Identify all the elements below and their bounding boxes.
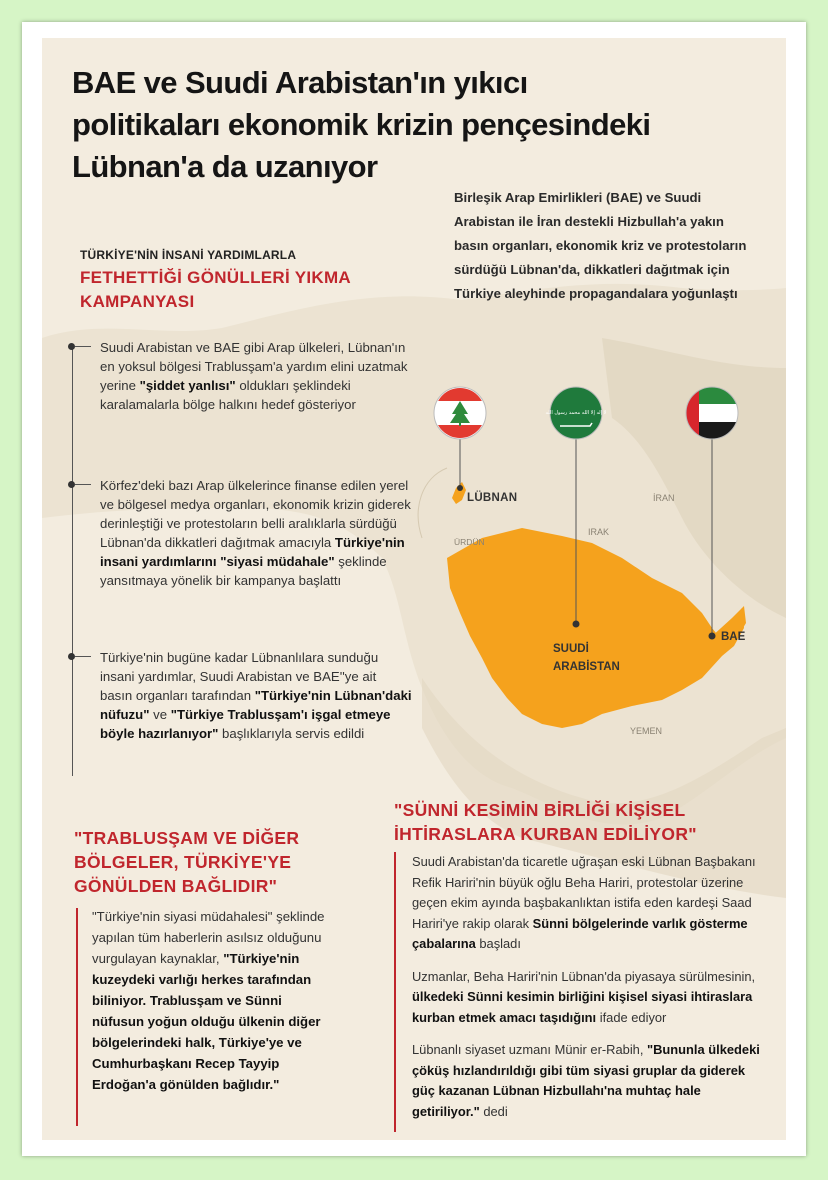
saudi-pin-dot (573, 621, 580, 628)
map-label-lebanon: LÜBNAN (467, 492, 518, 504)
map-label-iran: İRAN (653, 493, 675, 503)
section2-text: "Türkiye'nin siyasi müdahalesi" şeklinde yapılan tüm haberlerin asılsız olduğunu vurgulayan kaynaklar, "Türkiye'nin kuzeydeki varlığı herkes tarafından biliniyor. Trablusşam ve Sünni nüfusun yoğun olduğu ülkenin diğer bölgelerindeki halk, Türkiye'ye ve Cumhurbaşkanı Recep Tayyip Erdoğan'a gönülden bağlıdır." (92, 909, 325, 1092)
bullet-dot (68, 653, 75, 660)
section1-heading (80, 266, 410, 314)
section3-paragraph-1: Suudi Arabistan'da ticaretle uğraşan eski Lübnan Başbakanı Refik Hariri'nin büyük oğlu Beha Hariri, protestolar üzerine geçen ekim ayında başbakanlıktan istifa eden kardeşi Saad Hariri'ye rakip olarak Sünni bölgelerinde varlık gösterme çabalarına başladı (412, 854, 756, 951)
section3-heading (394, 798, 754, 846)
section3-paragraph-2: Uzmanlar, Beha Hariri'nin Lübnan'da piyasaya sürülmesinin, ülkedeki Sünni kesimin birliğini kişisel siyasi ihtiraslara kurban etmek amacı taşıdığını ifade ediyor (412, 968, 756, 1025)
map-label-saudi-2: ARABİSTAN (553, 661, 620, 673)
map-label-iraq: IRAK (588, 527, 610, 537)
map-label-yemen: YEMEN (630, 726, 663, 736)
infographic-card (42, 38, 786, 1140)
bullet-text: Türkiye'nin bugüne kadar Lübnanlılara sunduğu insani yardımlar, Suudi Arabistan ve BAE''ye ait basın organları tarafından "Türkiye'nin Lübnan'daki nüfuzu" ve "Türkiye Trablusşam'ı işgal etmeye böyle hazırlanıyor" başlıklarıyla servis edildi (100, 650, 412, 741)
bullet-text: Suudi Arabistan ve BAE gibi Arap ülkeleri, Lübnan'ın en yoksul bölgesi Trablusşam'a yardım elini uzatmak yerine "şiddet yanlısı" oldukları şeklindeki karalamalarla bölge halkını hedef gösteriyor (100, 340, 408, 412)
map-label-uae: BAE (721, 631, 746, 643)
section2-quote (76, 906, 336, 1095)
section1-heading-line-2: KAMPANYASI (80, 292, 195, 311)
section2-heading-line-1: "TRABLUSŞAM VE DİĞER (74, 828, 300, 848)
title-line-2: politikaları ekonomik krizin pençesindeki (72, 107, 651, 142)
bullet-tick (75, 484, 91, 485)
section3-paragraph-3: Lübnanlı siyaset uzmanı Münir er-Rabih, "Bununla ülkedeki çöküş hızlandırıldığı gibi tüm siyasi gruplar da giderek güç kazanan Lübnan Hizbullahı'na muhtaç hale getiriliyor." dedi (412, 1042, 760, 1119)
bullet-dot (68, 481, 75, 488)
section2-heading-line-3: GÖNÜLDEN BAĞLIDIR" (74, 876, 278, 896)
section2-heading-line-2: BÖLGELER, TÜRKİYE'YE (74, 852, 292, 872)
section1-heading-line-1: FETHETTİĞİ GÖNÜLLERİ YIKMA (80, 268, 351, 287)
section3-heading-line-2: İHTİRASLARA KURBAN EDİLİYOR" (394, 824, 697, 844)
section2-heading (74, 826, 354, 898)
bullet-item (72, 338, 412, 414)
page-title (72, 62, 752, 188)
bullet-tick (75, 346, 91, 347)
intro-text: Birleşik Arap Emirlikleri (BAE) ve Suudi Arabistan ile İran destekli Hizbullah'a yakın basın organları, ekonomik kriz ve protestoların sürdüğü Lübnan'da, dikkatleri dağıtmak için Türkiye aleyhinde propagandalara yoğunlaştı (454, 190, 747, 301)
bullet-tick (75, 656, 91, 657)
title-line-1: BAE ve Suudi Arabistan'ın yıkıcı (72, 65, 528, 100)
bullet-item (72, 648, 412, 743)
lebanon-pin-dot (457, 485, 463, 491)
bullet-dot (68, 343, 75, 350)
bullet-text: Körfez'deki bazı Arap ülkelerince finanse edilen yerel ve bölgesel medya organları, ekonomik krizin giderek derinleştiği ve protestoların belli aralıklarla sürdüğü Lübnan'da dikkatleri dağıtmak amacıyla Türkiye'nin insani yardımlarını "siyasi müdahale" şeklinde yansıtmaya yönelik bir kampanya başlattı (100, 478, 411, 588)
map-label-jordan: ÜRDÜN (454, 537, 485, 547)
uae-pin-dot (709, 633, 716, 640)
saudi-flag-script: لا إله إلا الله محمد رسول الله (545, 410, 607, 416)
section3-heading-line-1: "SÜNNİ KESİMİN BİRLİĞİ KİŞİSEL (394, 800, 686, 820)
title-line-3: Lübnan'a da uzanıyor (72, 149, 378, 184)
bullet-item (72, 476, 412, 590)
section3-accent-bar (394, 852, 396, 1132)
quote-accent-bar (76, 908, 78, 1126)
section3-body (394, 852, 764, 1134)
map-label-saudi-1: SUUDİ (553, 643, 589, 655)
section1-kicker: TÜRKİYE'NİN İNSANİ YARDIMLARLA (80, 248, 297, 262)
